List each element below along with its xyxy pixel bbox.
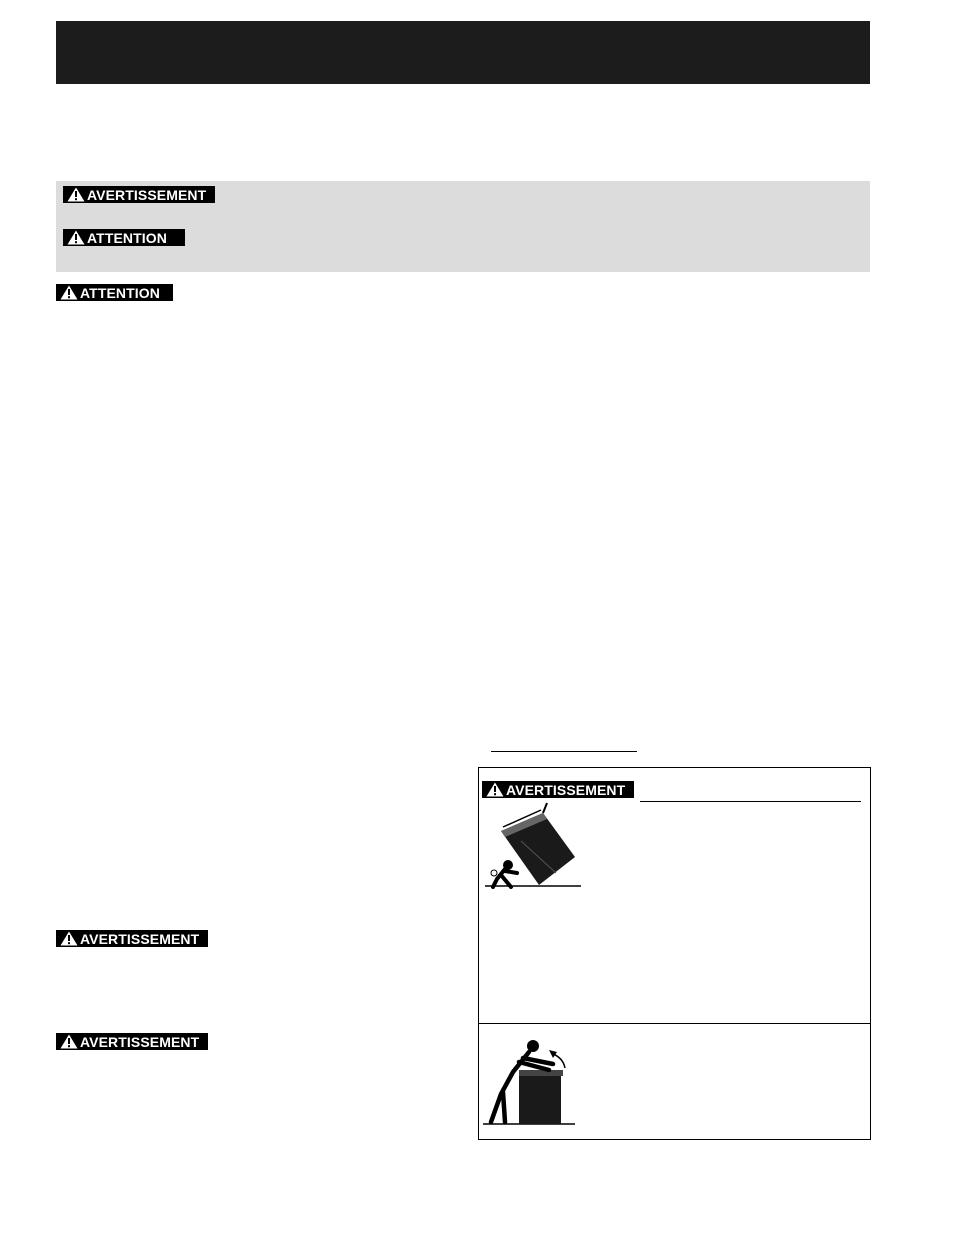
section-heading-rule <box>491 751 637 752</box>
caution-badge-band <box>63 229 185 246</box>
caution-badge-label: ATTENTION <box>80 284 160 301</box>
warning-badge-label: AVERTISSEMENT <box>87 186 207 203</box>
anti-tip-check-illustration <box>483 1034 579 1128</box>
box-divider <box>479 1023 870 1024</box>
warning-triangle-icon <box>60 931 78 946</box>
caution-badge-body <box>56 284 173 301</box>
header-bar <box>56 21 870 84</box>
warning-badge-label: AVERTISSEMENT <box>80 1033 200 1050</box>
warning-triangle-icon <box>60 285 78 300</box>
warning-triangle-icon <box>486 782 504 797</box>
warning-badge-box <box>482 781 634 798</box>
warning-badge-left-1 <box>56 930 208 947</box>
warning-triangle-icon <box>67 230 85 245</box>
anti-tip-warning-box <box>478 767 871 1140</box>
warning-triangle-icon <box>60 1034 78 1049</box>
warning-badge-label: AVERTISSEMENT <box>506 781 626 798</box>
tip-over-illustration <box>481 801 585 889</box>
caution-badge-label: ATTENTION <box>87 229 167 246</box>
box-heading-rule <box>640 801 861 802</box>
warning-badge-left-2 <box>56 1033 208 1050</box>
warning-badge-top <box>63 186 215 203</box>
warning-badge-label: AVERTISSEMENT <box>80 930 200 947</box>
warning-triangle-icon <box>67 187 85 202</box>
